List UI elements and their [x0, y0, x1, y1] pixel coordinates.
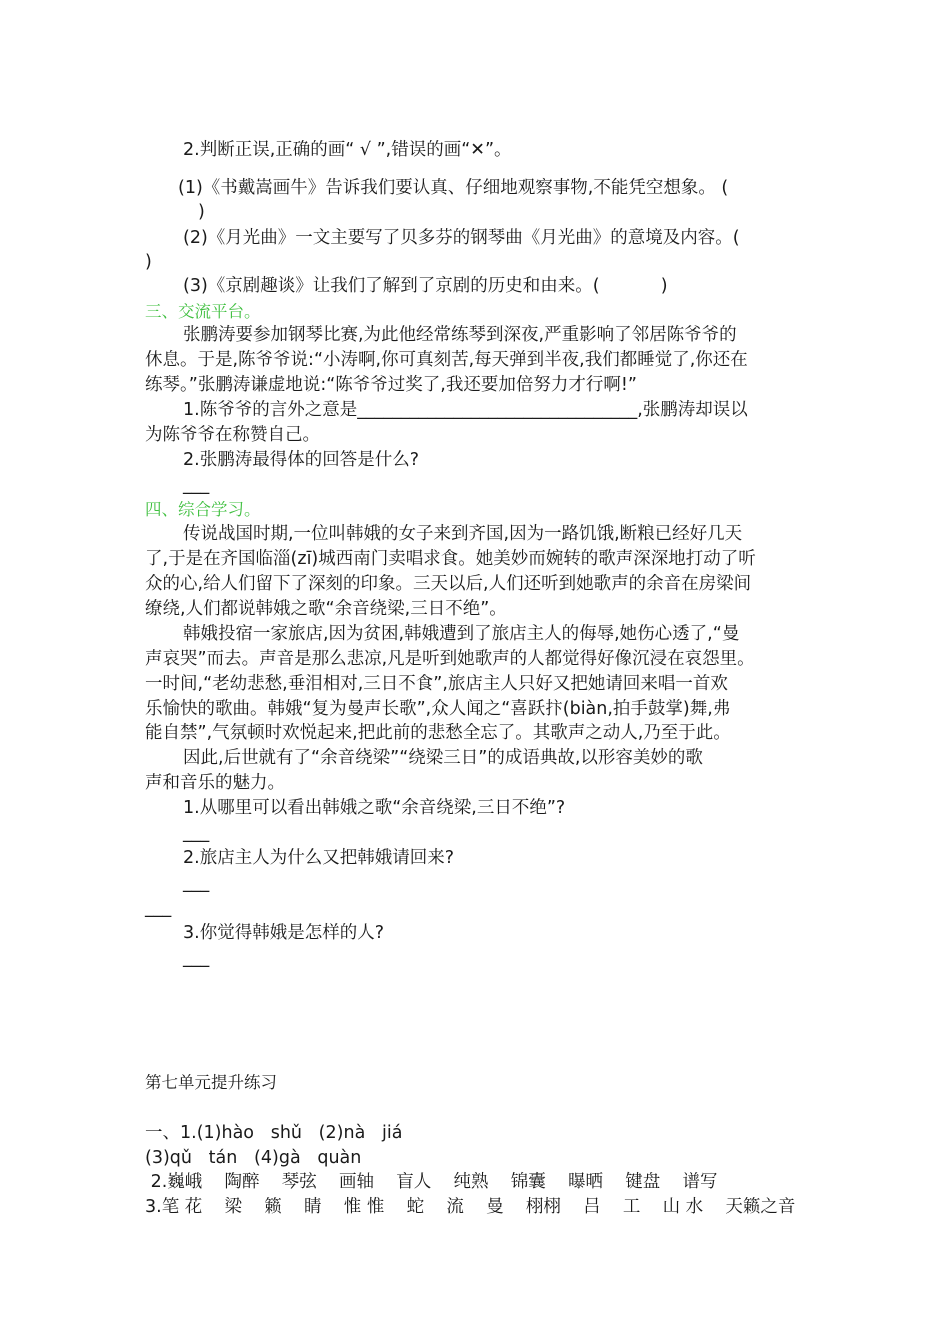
section3-question-1-cont: 为陈爷爷在称赞自己。	[145, 425, 320, 445]
answer-line: ___	[145, 898, 172, 918]
section4-paragraph-line: 一时间,“老幼悲愁,垂泪相对,三日不食”,旅店主人只好又把她请回来唱一首欢	[145, 674, 728, 694]
section4-paragraph-line: 声和音乐的魅力。	[145, 773, 285, 793]
answers-line: 一、1.(1)hào shǔ (2)nà jiá	[145, 1123, 403, 1143]
section4-paragraph-line: 声哀哭”而去。声音是那么悲凉,凡是听到她歌声的人都觉得好像沉浸在哀怨里。	[145, 649, 755, 669]
judge-item-3: (3)《京剧趣谈》让我们了解到了京剧的历史和由来。( )	[183, 276, 668, 296]
section4-paragraph-line: 传说战国时期,一位叫韩娥的女子来到齐国,因为一路饥饿,断粮已经好几天	[183, 524, 743, 544]
section4-paragraph-line: 能自禁”,气氛顿时欢悦起来,把此前的悲愁全忘了。其歌声之动人,乃至于此。	[145, 723, 731, 743]
answers-line: 3.笔 花 梁 籁 睛 惟 惟 蛇 流 曼 栩栩 吕 工 山 水 天籁之音	[145, 1197, 796, 1217]
answer-line: ___	[183, 823, 210, 843]
answers-line: 2.巍峨 陶醉 琴弦 画轴 盲人 纯熟 锦囊 曝晒 键盘 谱写	[145, 1172, 718, 1192]
section3-question-2: 2.张鹏涛最得体的回答是什么?	[183, 450, 419, 470]
section4-paragraph-line: 众的心,给人们留下了深刻的印象。三天以后,人们还听到她歌声的余音在房梁间	[145, 574, 752, 594]
section3-question-1: 1.陈爷爷的言外之意是________________________________,张鹏涛却误以	[183, 400, 748, 420]
judge-item-1: (1)《书戴嵩画牛》告诉我们要认真、仔细地观察事物,不能凭空想象。 (	[178, 178, 729, 198]
section4-paragraph-line: 因此,后世就有了“余音绕梁”“绕梁三日”的成语典故,以形容美妙的歌	[183, 748, 703, 768]
section4-paragraph-line: 乐愉快的歌曲。韩娥“复为曼声长歌”,众人闻之“喜跃抃(biàn,拍手鼓掌)舞,弗	[145, 699, 731, 719]
answer-line: ___	[183, 475, 210, 495]
section4-paragraph-line: 缭绕,人们都说韩娥之歌“余音绕梁,三日不绝”。	[145, 599, 507, 619]
section3-paragraph-line: 练琴。”张鹏涛谦虚地说:“陈爷爷过奖了,我还要加倍努力才行啊!”	[145, 375, 637, 395]
answers-title: 第七单元提升练习	[145, 1073, 277, 1092]
section4-question-3: 3.你觉得韩娥是怎样的人?	[183, 923, 384, 943]
section4-question-2: 2.旅店主人为什么又把韩娥请回来?	[183, 848, 454, 868]
section3-heading: 三、交流平台。	[145, 302, 261, 321]
answer-line: ___	[183, 948, 210, 968]
judge-item-1-bracket: )	[198, 202, 205, 222]
section3-paragraph-line: 张鹏涛要参加钢琴比赛,为此他经常练琴到深夜,严重影响了邻居陈爷爷的	[183, 325, 737, 345]
section4-heading: 四、综合学习。	[145, 500, 261, 519]
judge-item-2: (2)《月光曲》一文主要写了贝多芬的钢琴曲《月光曲》的意境及内容。(	[183, 228, 740, 248]
answer-line: ___	[183, 873, 210, 893]
section3-paragraph-line: 休息。于是,陈爷爷说:“小涛啊,你可真刻苦,每天弹到半夜,我们都睡觉了,你还在	[145, 350, 748, 370]
judge-item-2-bracket: )	[145, 252, 152, 272]
section4-paragraph-line: 了,于是在齐国临淄(zī)城西南门卖唱求食。她美妙而婉转的歌声深深地打动了听	[145, 549, 756, 569]
section4-paragraph-line: 韩娥投宿一家旅店,因为贫困,韩娥遭到了旅店主人的侮辱,她伤心透了,“曼	[183, 624, 740, 644]
judge-title: 2.判断正误,正确的画“ √ ”,错误的画“✕”。	[183, 140, 512, 160]
answers-line: (3)qǔ tán (4)gà quàn	[145, 1148, 362, 1168]
section4-question-1: 1.从哪里可以看出韩娥之歌“余音绕梁,三日不绝”?	[183, 798, 566, 818]
